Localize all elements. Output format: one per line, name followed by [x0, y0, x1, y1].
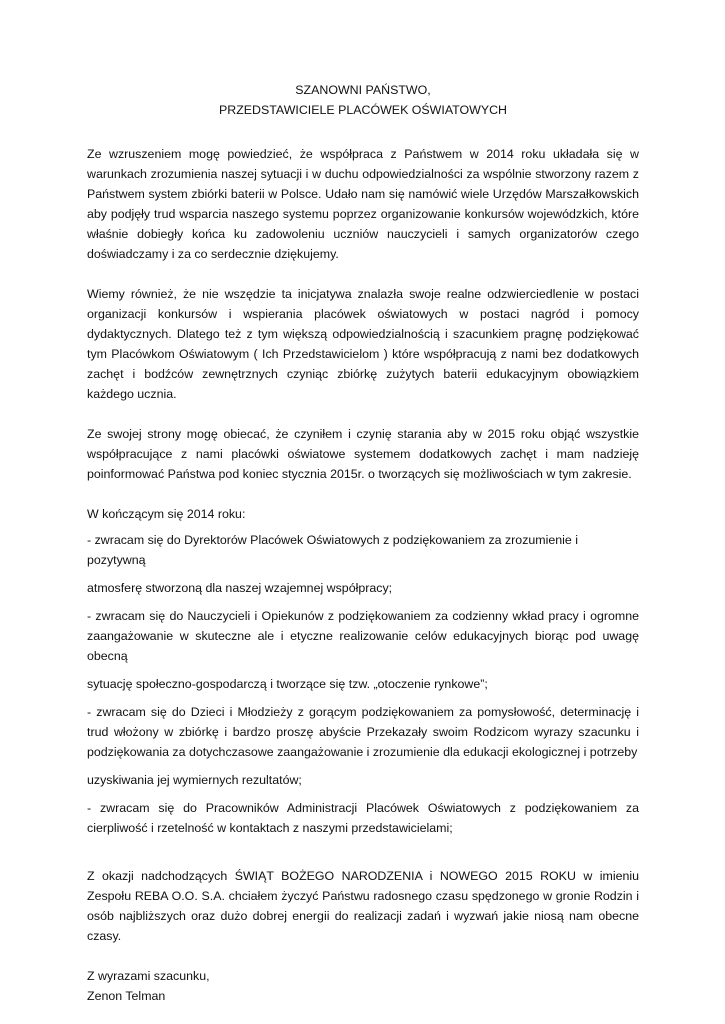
list-item	[87, 606, 639, 694]
list-item	[87, 702, 639, 790]
list-item-text: - zwracam się do Dyrektorów Placówek Oświatowych z podziękowaniem za zrozumienie i pozytywną	[87, 533, 578, 567]
paragraph-4: Z okazji nadchodzących ŚWIĄT BOŻEGO NARODZENIA i NOWEGO 2015 ROKU w imieniu Zespołu REBA O.O. S.A. chciałem życzyć Państwu radosnego czasu spędzonego w gronie Rodzin i osób najbliższych oraz dużo dobrej energii do realizacji zadań i wyzwań jakie niosą nam obecne czasy.	[87, 869, 639, 943]
list-item-text: - zwracam się do Pracowników Administracji Placówek Oświatowych z podziękowaniem za cierpliwość i rzetelność w kontaktach z naszymi przedstawicielami;	[87, 801, 639, 835]
list-item-text: atmosferę stworzoną dla naszej wzajemnej współpracy;	[87, 581, 393, 595]
signature-block	[87, 966, 639, 1006]
closing-line: Z wyrazami szacunku,	[87, 969, 210, 983]
list-item-text: uzyskiwania jej wymiernych rezultatów;	[87, 773, 302, 787]
list-intro: W kończącym się 2014 roku:	[87, 507, 246, 521]
paragraph-2: Wiemy również, że nie wszędzie ta inicjatywa znalazła swoje realne odzwierciedlenie w postaci organizacji konkursów i wspierania placówek oświatowych w postaci nagród i pomocy dydaktycznych. Dlatego też z tym większą odpowiedzialnością i szacunkiem pragnę podziękować tym Placówkom Oświatowym ( Ich Przedstawicielom ) które współpracują z nami bez dodatkowych zachęt i bodźców zewnętrznych czyniąc zbiórkę zużytych baterii edukacyjnym obowiązkiem każdego ucznia.	[87, 287, 639, 401]
letter-page	[87, 80, 639, 1006]
heading-line-1: SZANOWNI PAŃSTWO,	[295, 83, 431, 97]
letter-heading	[87, 80, 639, 120]
list-item-text: sytuację społeczno-gospodarczą i tworzące się tzw. „otoczenie rynkowe”;	[87, 677, 488, 691]
signature-name: Zenon Telman	[87, 989, 166, 1003]
heading-line-2: PRZEDSTAWICIELE PLACÓWEK OŚWIATOWYCH	[219, 103, 507, 117]
list-item	[87, 798, 639, 838]
paragraph-3: Ze swojej strony mogę obiecać, że czyniłem i czynię starania aby w 2015 roku objąć wszystkie współpracujące z nami placówki oświatowe systemem dodatkowych zachęt i mam nadzieję poinformować Państwa pod koniec stycznia 2015r. o tworzących się możliwościach w tym zakresie.	[87, 427, 639, 481]
paragraph-1: Ze wzruszeniem mogę powiedzieć, że współpraca z Państwem w 2014 roku układała się w warunkach zrozumienia naszej sytuacji i w duchu odpowiedzialności za wspólnie stworzony razem z Państwem system zbiórki baterii w Polsce. Udało nam się namówić wiele Urzędów Marszałkowskich aby podjęły trud wsparcia naszego systemu poprzez organizowanie konkursów wojewódzkich, które właśnie dobiegły końca ku zadowoleniu uczniów nauczycieli i samych organizatorów czego doświadczamy i za co serdecznie dziękujemy.	[87, 147, 639, 261]
list-item	[87, 530, 639, 598]
list-item-text: - zwracam się do Dzieci i Młodzieży z gorącym podziękowaniem za pomysłowość, determinację i trud włożony w zbiórkę i bardzo proszę abyście Przekazały swoim Rodzicom wyrazy szacunku i podziękowania za dotychczasowe zaangażowanie i zrozumienie dla edukacji ekologicznej i potrzeby	[87, 705, 639, 759]
list-item-text: - zwracam się do Nauczycieli i Opiekunów z podziękowaniem za codzienny wkład pracy i ogromne zaangażowanie w skuteczne ale i etyczne realizowanie celów edukacyjnych biorąc pod uwagę obecną	[87, 609, 639, 663]
